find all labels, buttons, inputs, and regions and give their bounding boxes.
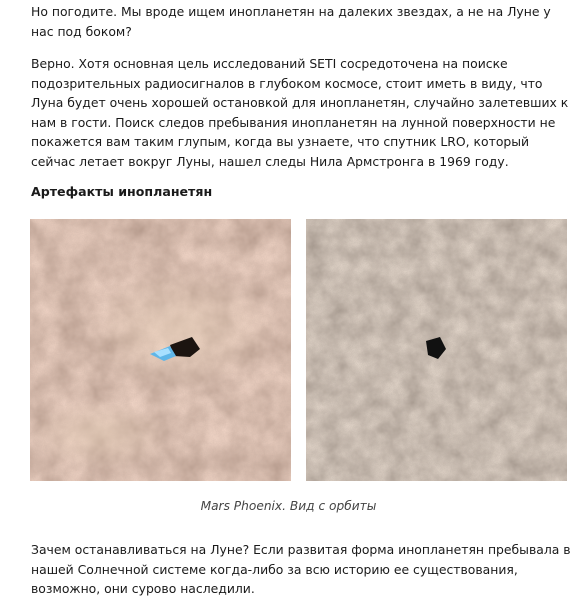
orbital-photo-grayscale (306, 219, 567, 481)
orbital-photo-color (30, 219, 291, 481)
paragraph-conclusion: Зачем останавливаться на Луне? Если развитая форма инопланетян пребывала в нашей Солнечной системе когда-либо за всю историю ее существования, возможно, они сурово наследили. (31, 542, 571, 596)
figure-caption: Mars Phoenix. Вид с орбиты (200, 499, 377, 513)
paragraph-answer: Верно. Хотя основная цель исследований SETI сосредоточена на поиске подозрительных радиосигналов в глубоком космосе, стоит иметь в виду, что Луна будет очень хорошей остановкой для инопланетян, случайно залетевших к нам в гости. Поиск следов пребывания инопланетян на лунной поверхности не покажется вам таким глупым, когда вы узнаете, что спутник LRO, который сейчас летает вокруг Луны, нашел следы Нила Армстронга в 1969 году. (31, 56, 569, 169)
paragraph-intro: Но погодите. Мы вроде ищем инопланетян на далеких звездах, а не на Луне у нас под боком? (31, 4, 551, 39)
section-heading: Артефакты инопланетян (31, 184, 213, 199)
